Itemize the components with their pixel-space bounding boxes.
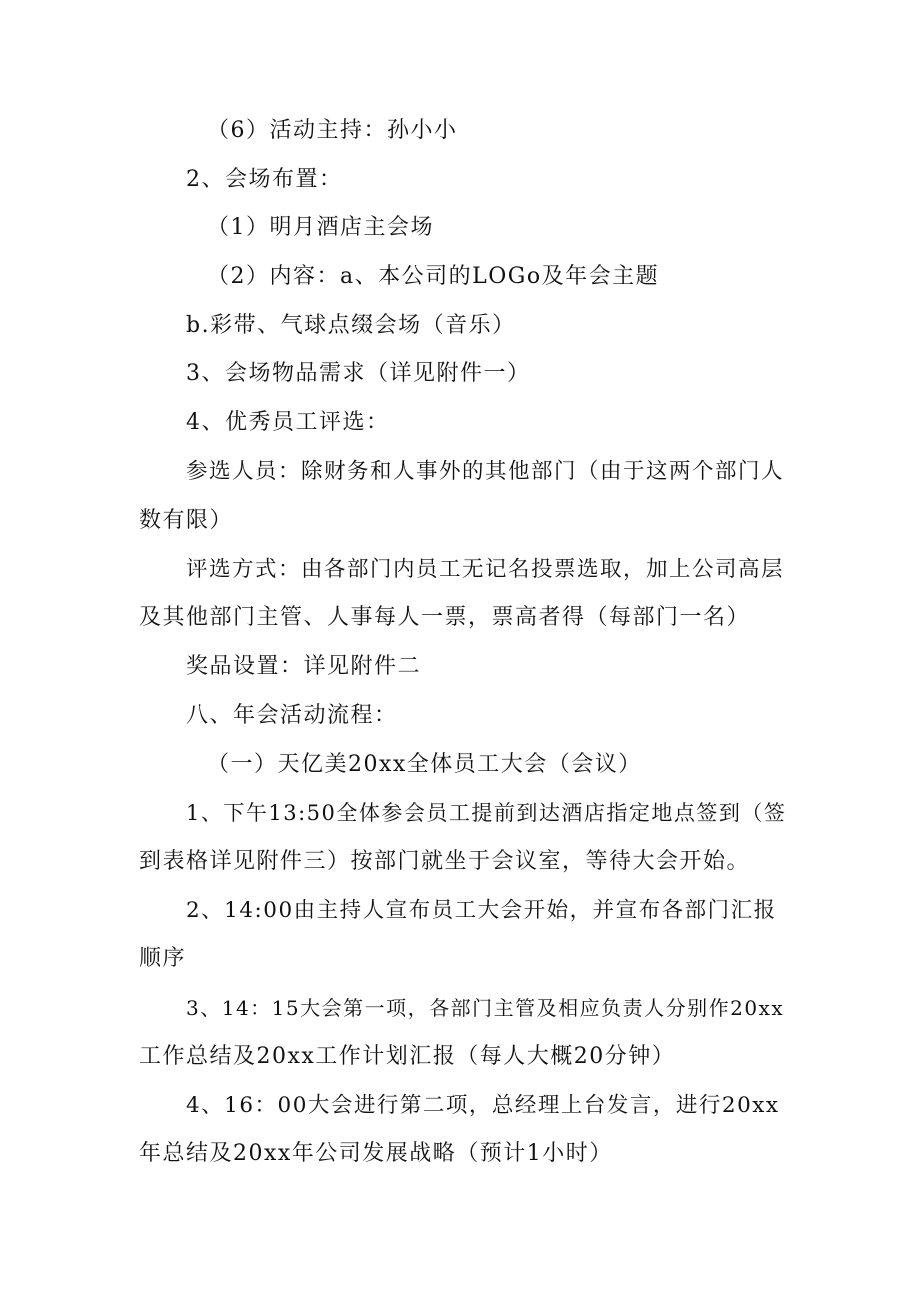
text-line: 1、下午13:50全体参会员工提前到达酒店指定地点签到（签 bbox=[186, 801, 787, 825]
text-line: 顺序 bbox=[139, 946, 187, 971]
text-line: 参选人员：除财务和人事外的其他部门（由于这两个部门人 bbox=[186, 459, 785, 484]
text-line: （6）活动主持：孙小小 bbox=[207, 118, 458, 143]
text-line: （一）天亿美20xx全体员工大会（会议） bbox=[207, 752, 642, 777]
text-line: （1）明月酒店主会场 bbox=[207, 215, 434, 240]
text-line: 4、优秀员工评选： bbox=[186, 410, 390, 435]
text-line: 到表格详见附件三）按部门就坐于会议室，等待大会开始。 bbox=[139, 849, 751, 874]
text-line: 及其他部门主管、人事每人一票，票高者得（每部门一名） bbox=[139, 605, 751, 630]
text-line: 评选方式：由各部门内员工无记名投票选取，加上公司高层 bbox=[186, 557, 785, 582]
text-line: 八、年会活动流程： bbox=[186, 703, 398, 728]
text-line: （2）内容：a、本公司的LOGo及年会主题 bbox=[207, 264, 660, 289]
text-line: 数有限） bbox=[139, 508, 234, 533]
text-line: 奖品设置：详见附件二 bbox=[186, 654, 422, 679]
text-line: 工作总结及20xx工作计划汇报（每人大概20分钟） bbox=[139, 1044, 676, 1069]
text-line: b.彩带、气球点缀会场（音乐） bbox=[186, 313, 516, 338]
text-line: 年总结及20xx年公司发展战略（预计1小时） bbox=[139, 1141, 613, 1166]
text-line: 3、14：15大会第一项，各部门主管及相应负责人分别作20xx bbox=[186, 996, 785, 1020]
text-line: 4、16：00大会进行第二项，总经理上台发言，进行20xx bbox=[186, 1093, 780, 1118]
text-line: 3、会场物品需求（详见附件一） bbox=[186, 361, 531, 386]
text-line: 2、14:00由主持人宣布员工大会开始，并宣布各部门汇报 bbox=[186, 898, 777, 923]
text-line: 2、会场布置： bbox=[186, 167, 343, 192]
